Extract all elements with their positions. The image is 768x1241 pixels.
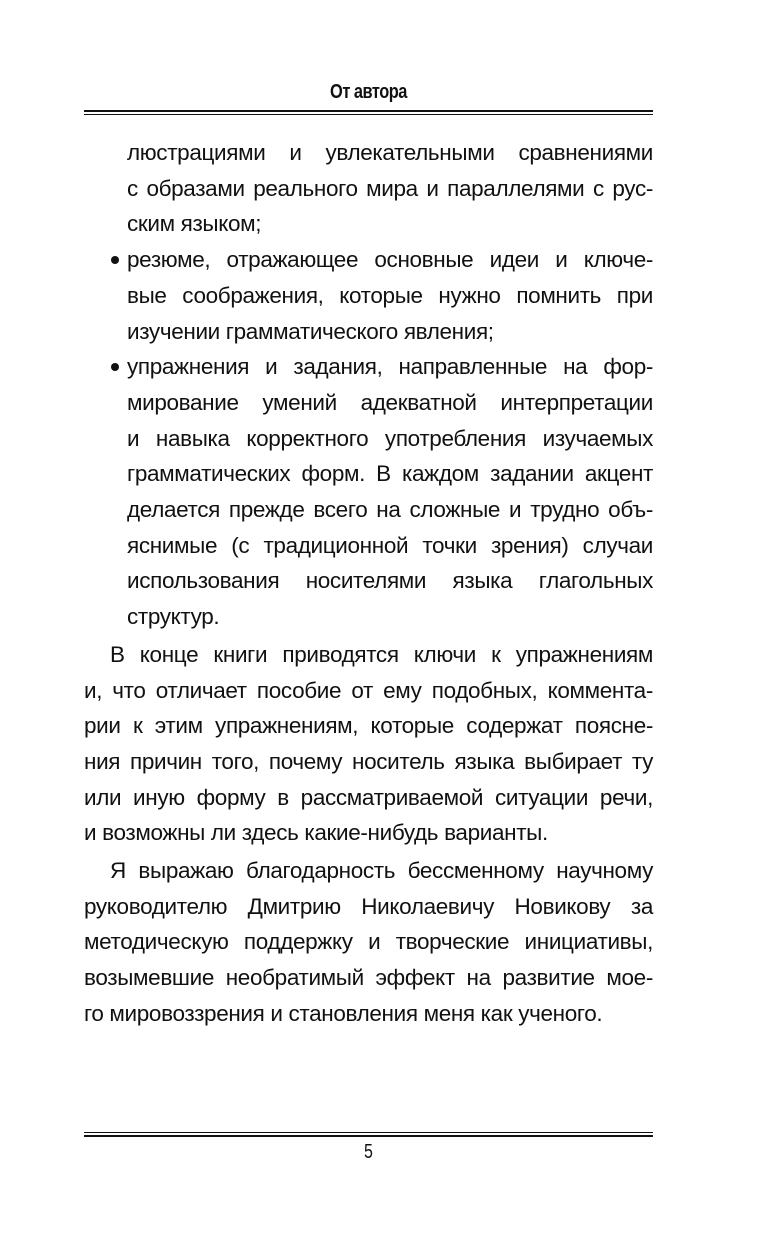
list-item-exercises bbox=[84, 349, 653, 635]
footer-double-rule bbox=[84, 1132, 653, 1138]
footer-rule-thin bbox=[84, 1132, 653, 1133]
text-line: ния причин того, почему носитель языка выбирает ту bbox=[84, 748, 653, 774]
text-line: структур. bbox=[127, 604, 220, 630]
text-line: резюме, отражающее основные идеи и ключе- bbox=[127, 247, 653, 273]
list-item-continued bbox=[84, 135, 653, 242]
text-line: и возможны ли здесь какие-нибудь варианты. bbox=[84, 820, 548, 846]
paragraph-keys bbox=[84, 637, 653, 851]
text-line: яснимые (с традиционной точки зрения) случаи bbox=[127, 532, 653, 558]
text-line: В конце книги приводятся ключи к упражнениям bbox=[110, 641, 653, 667]
text-line: Я выражаю благодарность бессменному научному bbox=[110, 858, 653, 884]
book-page bbox=[84, 0, 653, 1241]
text-line: люстрациями и увлекательными сравнениями bbox=[127, 140, 653, 165]
page-number: 5 bbox=[364, 1141, 373, 1163]
text-line: с образами реального мира и параллелями с рус- bbox=[127, 175, 653, 201]
text-line: делается прежде всего на сложные и трудно объ- bbox=[127, 497, 653, 523]
text-line: изучении грамматического явления; bbox=[127, 318, 494, 344]
text-line: или иную форму в рассматриваемой ситуации речи, bbox=[84, 784, 653, 810]
text-line: мирование умений адекватной интерпретации bbox=[127, 389, 653, 415]
text-line: рии к этим упражнениям, которые содержат поясне- bbox=[84, 713, 653, 739]
footer-rule-thick bbox=[84, 1135, 653, 1137]
text-line: упражнения и задания, направленные на фор- bbox=[127, 354, 653, 380]
text-line: ским языком; bbox=[127, 211, 262, 237]
text-line: и навыка корректного употребления изучаемых bbox=[127, 425, 653, 451]
header-rule-thin bbox=[84, 114, 653, 115]
text-line: го мировоззрения и становления меня как ученого. bbox=[84, 1000, 603, 1026]
bullet-list bbox=[84, 135, 653, 635]
text-line: методическую поддержку и творческие инициативы, bbox=[84, 929, 653, 955]
page-body bbox=[84, 135, 653, 1032]
running-head-title: От автора bbox=[330, 81, 407, 103]
text-line: грамматических форм. В каждом задании акцент bbox=[127, 461, 653, 487]
text-line: и, что отличает пособие от ему подобных, коммента- bbox=[84, 677, 653, 703]
list-item-summary bbox=[84, 242, 653, 349]
text-line: вые соображения, которые нужно помнить при bbox=[127, 282, 653, 308]
bullet-icon bbox=[111, 256, 119, 264]
bullet-icon bbox=[111, 363, 119, 371]
text-line: использования носителями языка глагольных bbox=[127, 568, 653, 594]
header-double-rule bbox=[84, 110, 653, 116]
header-rule-thick bbox=[84, 110, 653, 112]
text-line: руководителю Дмитрию Николаевичу Новикову за bbox=[84, 893, 653, 919]
paragraph-acknowledgement bbox=[84, 853, 653, 1032]
text-line: возымевшие необратимый эффект на развитие мое- bbox=[84, 965, 653, 991]
